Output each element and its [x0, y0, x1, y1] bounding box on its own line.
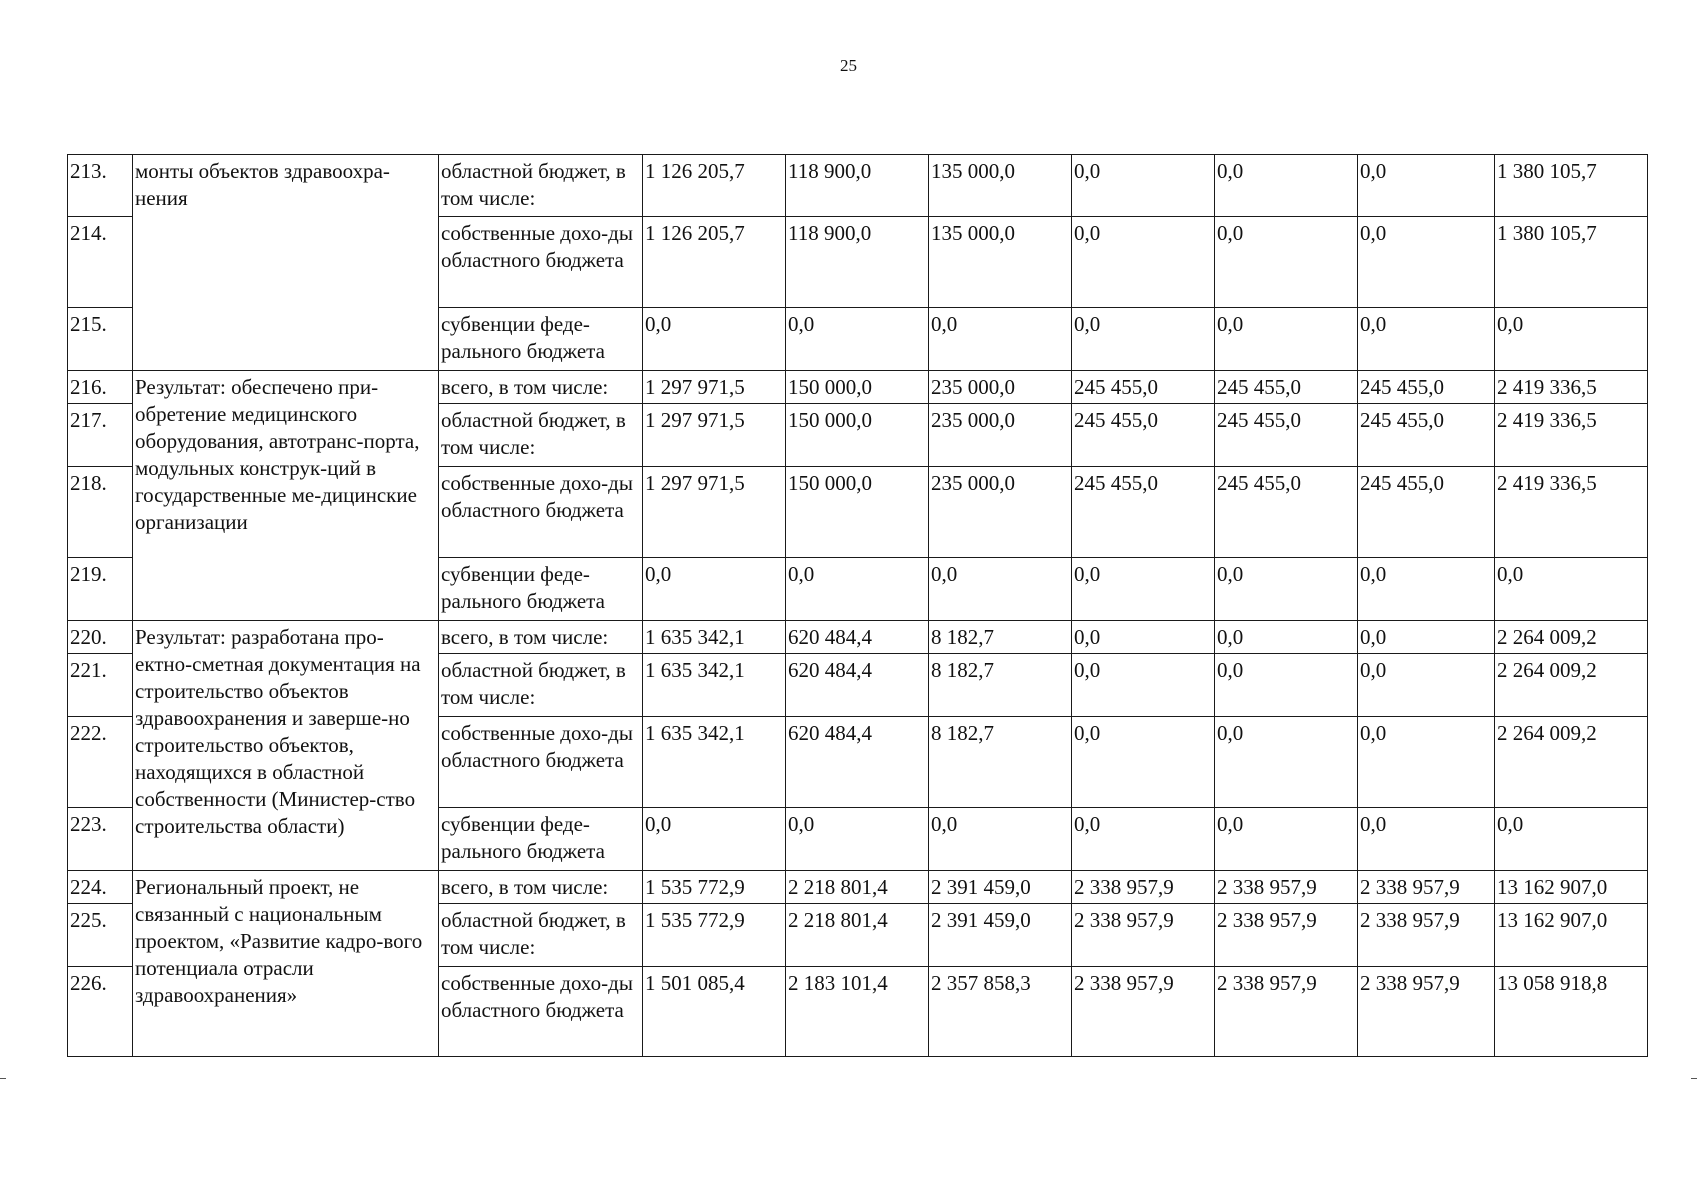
funding-source-cell: всего, в том числе:	[439, 621, 643, 654]
result-name-cell: Региональный проект, не связанный с национальным проектом, «Развитие кадро-вого потенциала отрасли здравоохранения»	[133, 871, 439, 1057]
amount-cell: 0,0	[1358, 717, 1495, 808]
table-row	[68, 155, 1648, 217]
amount-cell: 1 635 342,1	[643, 717, 786, 808]
amount-cell: 245 455,0	[1072, 371, 1215, 404]
row-number-cell: 214.	[68, 217, 133, 308]
amount-cell: 150 000,0	[786, 371, 929, 404]
amount-cell: 0,0	[1358, 558, 1495, 621]
amount-cell: 0,0	[1072, 308, 1215, 371]
amount-cell: 2 338 957,9	[1215, 904, 1358, 967]
amount-cell: 0,0	[1072, 621, 1215, 654]
amount-cell: 0,0	[1215, 717, 1358, 808]
scan-edge-mark	[1691, 1078, 1697, 1079]
amount-cell: 0,0	[1358, 155, 1495, 217]
funding-source-cell: областной бюджет, в том числе:	[439, 155, 643, 217]
amount-cell: 0,0	[1215, 308, 1358, 371]
amount-cell: 245 455,0	[1215, 404, 1358, 467]
amount-cell: 0,0	[1358, 808, 1495, 871]
table-row	[68, 621, 1648, 654]
amount-cell: 0,0	[929, 808, 1072, 871]
row-number-cell: 225.	[68, 904, 133, 967]
page-number: 25	[840, 56, 857, 75]
table-row	[68, 371, 1648, 404]
amount-cell: 2 338 957,9	[1215, 967, 1358, 1057]
amount-cell: 245 455,0	[1072, 467, 1215, 558]
amount-cell: 235 000,0	[929, 371, 1072, 404]
amount-cell: 1 297 971,5	[643, 467, 786, 558]
amount-cell: 2 419 336,5	[1495, 371, 1648, 404]
amount-cell: 0,0	[929, 308, 1072, 371]
amount-cell: 1 635 342,1	[643, 654, 786, 717]
amount-cell: 8 182,7	[929, 654, 1072, 717]
amount-cell: 0,0	[1495, 808, 1648, 871]
amount-cell: 245 455,0	[1072, 404, 1215, 467]
row-number-cell: 223.	[68, 808, 133, 871]
amount-cell: 2 338 957,9	[1358, 904, 1495, 967]
amount-cell: 1 501 085,4	[643, 967, 786, 1057]
amount-cell: 2 218 801,4	[786, 904, 929, 967]
amount-cell: 0,0	[1215, 155, 1358, 217]
amount-cell: 245 455,0	[1358, 467, 1495, 558]
amount-cell: 620 484,4	[786, 621, 929, 654]
amount-cell: 13 162 907,0	[1495, 871, 1648, 904]
amount-cell: 0,0	[1495, 558, 1648, 621]
amount-cell: 2 218 801,4	[786, 871, 929, 904]
funding-source-cell: собственные дохо-ды областного бюджета	[439, 467, 643, 558]
funding-source-cell: субвенции феде-рального бюджета	[439, 808, 643, 871]
table-body	[68, 155, 1648, 1057]
amount-cell: 1 126 205,7	[643, 155, 786, 217]
amount-cell: 135 000,0	[929, 217, 1072, 308]
amount-cell: 0,0	[1072, 654, 1215, 717]
amount-cell: 0,0	[1215, 217, 1358, 308]
amount-cell: 0,0	[1358, 621, 1495, 654]
amount-cell: 1 535 772,9	[643, 871, 786, 904]
amount-cell: 1 380 105,7	[1495, 155, 1648, 217]
amount-cell: 13 058 918,8	[1495, 967, 1648, 1057]
amount-cell: 0,0	[786, 808, 929, 871]
amount-cell: 0,0	[1358, 217, 1495, 308]
row-number-cell: 213.	[68, 155, 133, 217]
amount-cell: 0,0	[1215, 558, 1358, 621]
amount-cell: 150 000,0	[786, 467, 929, 558]
amount-cell: 0,0	[643, 308, 786, 371]
row-number-cell: 215.	[68, 308, 133, 371]
amount-cell: 2 183 101,4	[786, 967, 929, 1057]
amount-cell: 0,0	[786, 308, 929, 371]
amount-cell: 0,0	[1072, 558, 1215, 621]
amount-cell: 0,0	[1358, 308, 1495, 371]
amount-cell: 0,0	[1072, 155, 1215, 217]
funding-source-cell: собственные дохо-ды областного бюджета	[439, 717, 643, 808]
amount-cell: 0,0	[1072, 808, 1215, 871]
result-name-cell: Результат: разработана про-ектно-сметная документация на строительство объектов здравоохранения и заверше-но строительство объектов, находящихся в областной собственности (Министер-ство строительства области)	[133, 621, 439, 871]
amount-cell: 1 297 971,5	[643, 404, 786, 467]
amount-cell: 13 162 907,0	[1495, 904, 1648, 967]
amount-cell: 245 455,0	[1215, 371, 1358, 404]
amount-cell: 2 357 858,3	[929, 967, 1072, 1057]
amount-cell: 235 000,0	[929, 467, 1072, 558]
funding-source-cell: всего, в том числе:	[439, 371, 643, 404]
amount-cell: 620 484,4	[786, 717, 929, 808]
row-number-cell: 226.	[68, 967, 133, 1057]
amount-cell: 0,0	[643, 558, 786, 621]
amount-cell: 8 182,7	[929, 621, 1072, 654]
funding-source-cell: всего, в том числе:	[439, 871, 643, 904]
funding-source-cell: собственные дохо-ды областного бюджета	[439, 967, 643, 1057]
amount-cell: 1 297 971,5	[643, 371, 786, 404]
amount-cell: 118 900,0	[786, 217, 929, 308]
amount-cell: 0,0	[1495, 308, 1648, 371]
row-number-cell: 224.	[68, 871, 133, 904]
amount-cell: 2 391 459,0	[929, 904, 1072, 967]
funding-source-cell: собственные дохо-ды областного бюджета	[439, 217, 643, 308]
amount-cell: 1 635 342,1	[643, 621, 786, 654]
scan-edge-mark	[0, 1078, 6, 1079]
amount-cell: 2 419 336,5	[1495, 467, 1648, 558]
row-number-cell: 217.	[68, 404, 133, 467]
amount-cell: 1 126 205,7	[643, 217, 786, 308]
table-row	[68, 871, 1648, 904]
amount-cell: 8 182,7	[929, 717, 1072, 808]
funding-source-cell: областной бюджет, в том числе:	[439, 404, 643, 467]
amount-cell: 0,0	[1358, 654, 1495, 717]
budget-table	[67, 154, 1648, 1057]
amount-cell: 2 391 459,0	[929, 871, 1072, 904]
amount-cell: 1 380 105,7	[1495, 217, 1648, 308]
amount-cell: 2 264 009,2	[1495, 654, 1648, 717]
amount-cell: 0,0	[1072, 717, 1215, 808]
amount-cell: 0,0	[929, 558, 1072, 621]
row-number-cell: 220.	[68, 621, 133, 654]
amount-cell: 2 419 336,5	[1495, 404, 1648, 467]
amount-cell: 0,0	[1215, 808, 1358, 871]
funding-source-cell: областной бюджет, в том числе:	[439, 904, 643, 967]
amount-cell: 2 338 957,9	[1072, 871, 1215, 904]
result-name-cell: Результат: обеспечено при-обретение медицинского оборудования, автотранс-порта, модульных конструк-ций в государственные ме-дицинские организации	[133, 371, 439, 621]
amount-cell: 620 484,4	[786, 654, 929, 717]
funding-source-cell: субвенции феде-рального бюджета	[439, 558, 643, 621]
amount-cell: 0,0	[1215, 654, 1358, 717]
amount-cell: 2 338 957,9	[1072, 967, 1215, 1057]
amount-cell: 2 264 009,2	[1495, 717, 1648, 808]
amount-cell: 150 000,0	[786, 404, 929, 467]
amount-cell: 2 338 957,9	[1215, 871, 1358, 904]
amount-cell: 2 338 957,9	[1072, 904, 1215, 967]
amount-cell: 1 535 772,9	[643, 904, 786, 967]
amount-cell: 235 000,0	[929, 404, 1072, 467]
amount-cell: 245 455,0	[1358, 404, 1495, 467]
amount-cell: 0,0	[643, 808, 786, 871]
funding-source-cell: областной бюджет, в том числе:	[439, 654, 643, 717]
amount-cell: 2 338 957,9	[1358, 871, 1495, 904]
funding-source-cell: субвенции феде-рального бюджета	[439, 308, 643, 371]
amount-cell: 2 338 957,9	[1358, 967, 1495, 1057]
amount-cell: 118 900,0	[786, 155, 929, 217]
result-name-cell: монты объектов здравоохра-нения	[133, 155, 439, 371]
amount-cell: 245 455,0	[1358, 371, 1495, 404]
row-number-cell: 221.	[68, 654, 133, 717]
row-number-cell: 219.	[68, 558, 133, 621]
row-number-cell: 216.	[68, 371, 133, 404]
amount-cell: 245 455,0	[1215, 467, 1358, 558]
row-number-cell: 218.	[68, 467, 133, 558]
row-number-cell: 222.	[68, 717, 133, 808]
amount-cell: 0,0	[1215, 621, 1358, 654]
amount-cell: 2 264 009,2	[1495, 621, 1648, 654]
amount-cell: 0,0	[786, 558, 929, 621]
amount-cell: 0,0	[1072, 217, 1215, 308]
amount-cell: 135 000,0	[929, 155, 1072, 217]
